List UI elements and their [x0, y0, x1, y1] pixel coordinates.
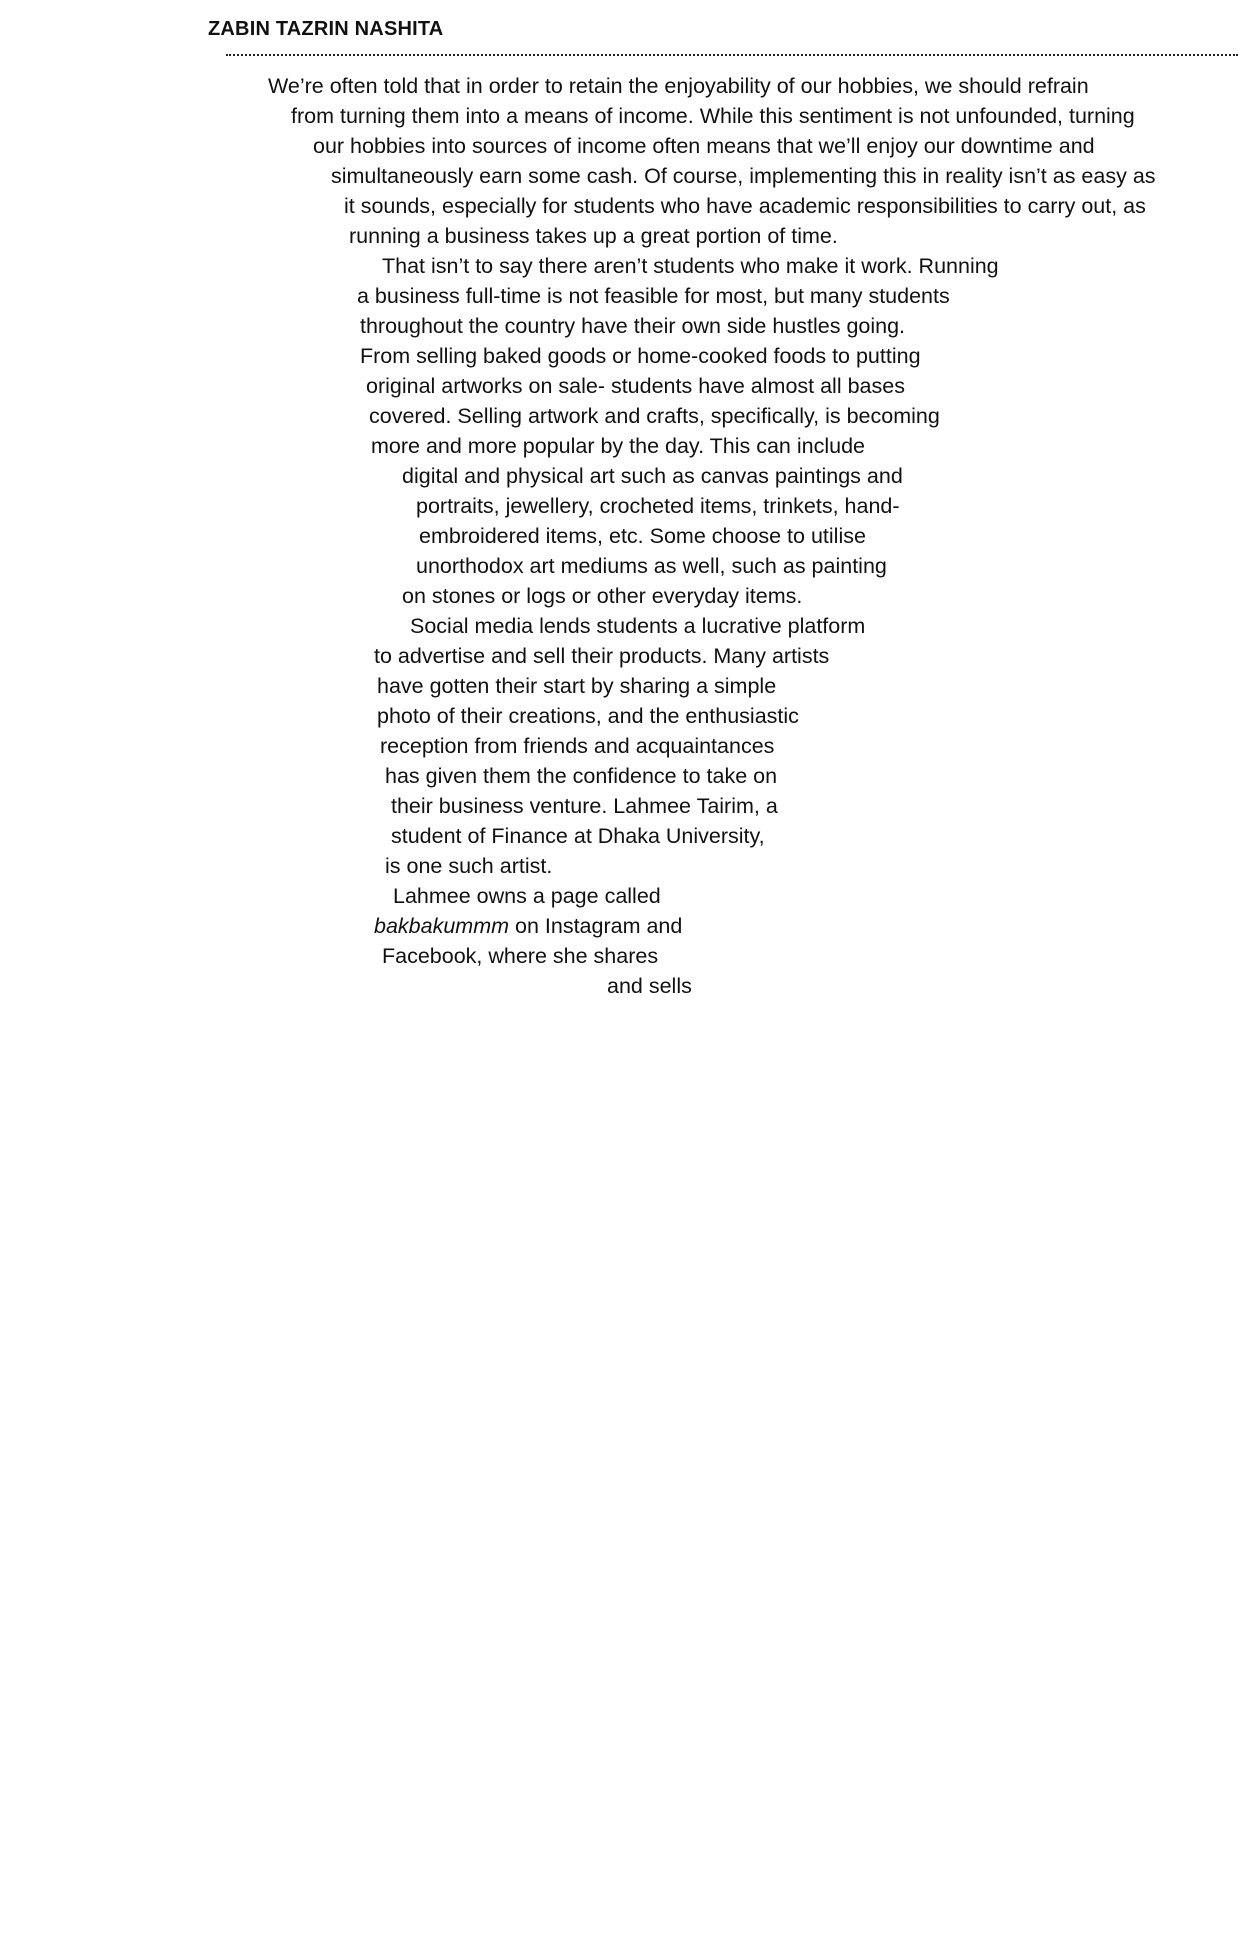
article-line-text: on Instagram and	[515, 914, 683, 938]
article-line: have gotten their start by sharing a simple	[377, 674, 777, 698]
article-line: Facebook, where she shares	[382, 944, 659, 968]
article-line: unorthodox art mediums as well, such as painting	[416, 554, 887, 578]
article-line: their business venture. Lahmee Tairim, a	[391, 794, 778, 818]
article-line: running a business takes up a great portion of time.	[349, 224, 838, 248]
article-line: From selling baked goods or home-cooked foods to putting	[360, 344, 921, 368]
article-line: original artworks on sale- students have almost all bases	[366, 374, 905, 398]
article-line: photo of their creations, and the enthusiastic	[377, 704, 799, 728]
article-line: simultaneously earn some cash. Of course, implementing this in reality isn’t as easy as	[331, 164, 1156, 188]
article-line: That isn’t to say there aren’t students who make it work. Running	[382, 254, 999, 278]
article-line: Social media lends students a lucrative platform	[410, 614, 866, 638]
article-line	[374, 911, 682, 941]
article-line: and sells	[607, 974, 692, 998]
article-line: digital and physical art such as canvas paintings and	[402, 464, 903, 488]
article-line: has given them the confidence to take on	[385, 764, 778, 788]
article-line: Lahmee owns a page called	[393, 884, 661, 908]
article-line: reception from friends and acquaintances	[380, 734, 775, 758]
article-line: student of Finance at Dhaka University,	[391, 824, 765, 848]
article-line: covered. Selling artwork and crafts, specifically, is becoming	[369, 404, 940, 428]
article-line: throughout the country have their own side hustles going.	[360, 314, 906, 338]
article-line: a business full-time is not feasible for most, but many students	[357, 284, 950, 308]
article-line: on stones or logs or other everyday items.	[402, 584, 803, 608]
article-line: portraits, jewellery, crocheted items, trinkets, hand-	[416, 494, 900, 518]
article-line: to advertise and sell their products. Many artists	[374, 644, 830, 668]
article-line: We’re often told that in order to retain the enjoyability of our hobbies, we should refrain	[268, 74, 1089, 98]
article-line: our hobbies into sources of income often means that we’ll enjoy our downtime and	[313, 134, 1095, 158]
article-line: more and more popular by the day. This can include	[371, 434, 865, 458]
article-line: embroidered items, etc. Some choose to utilise	[419, 524, 866, 548]
article-line: is one such artist.	[385, 854, 553, 878]
article-line: from turning them into a means of income. While this sentiment is not unfounded, turning	[291, 104, 1135, 128]
author-byline: ZABIN TAZRIN NASHITA	[208, 18, 444, 40]
article-line: it sounds, especially for students who have academic responsibilities to carry out, as	[344, 194, 1146, 218]
page-name: bakbakummm	[374, 914, 510, 938]
